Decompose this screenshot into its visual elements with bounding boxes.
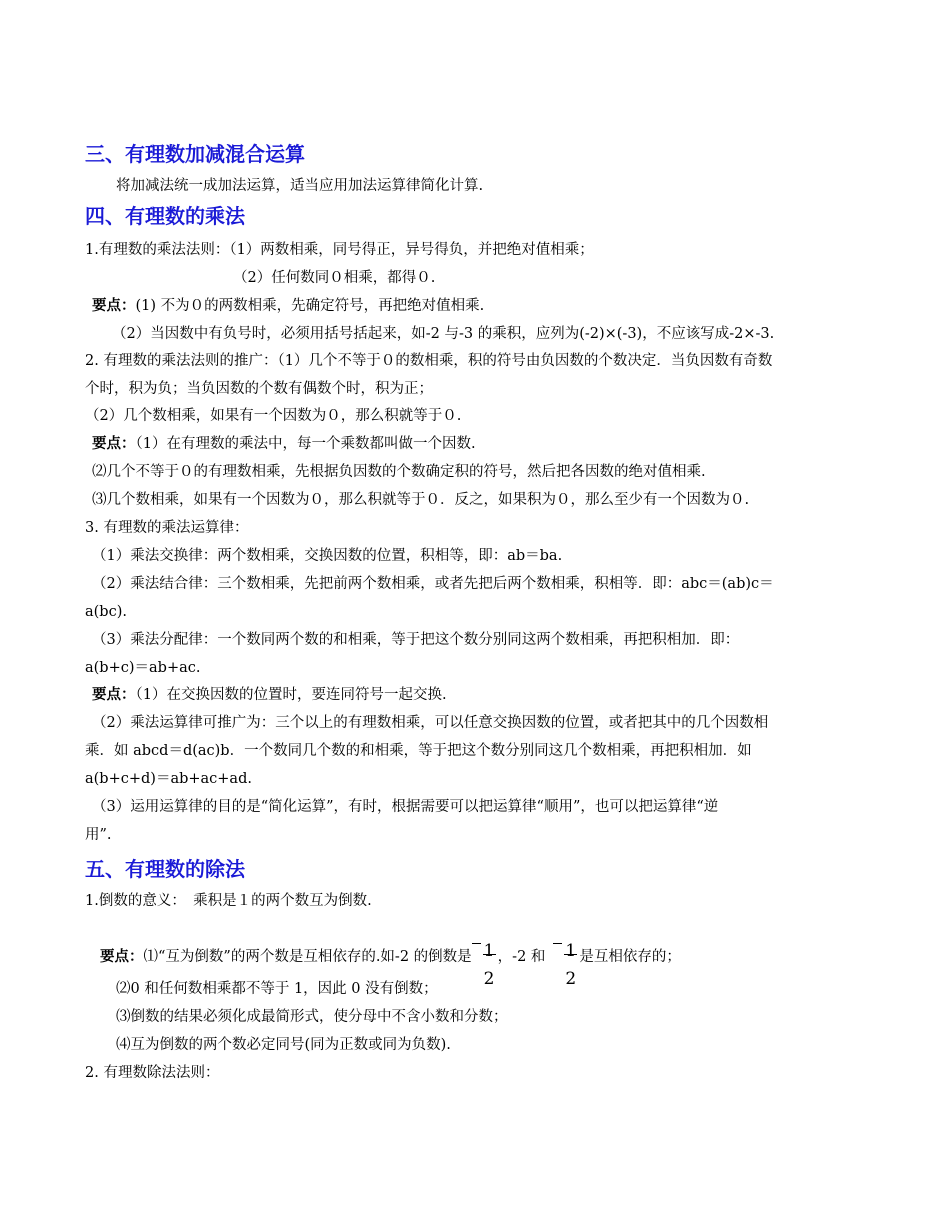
section-5-heading: 五、有理数的除法 xyxy=(85,857,245,881)
key-point-text: （1）在交换因数的位置时，要连同符号一起交换. xyxy=(135,687,447,703)
key-point-text: ，-2 和 xyxy=(497,949,546,965)
paragraph: a(b+c)＝ab+ac. xyxy=(85,660,201,676)
paragraph: a(b+c+d)＝ab+ac+ad. xyxy=(85,771,252,787)
paragraph: 将加减法统一成加法运算，适当应用加法运算律简化计算. xyxy=(116,178,484,194)
paragraph: （2）几个数相乘，如果有一个因数为０，那么积就等于０. xyxy=(85,408,462,424)
fraction-numerator: 1 xyxy=(483,941,495,961)
key-point-text: 是互相依存的； xyxy=(579,949,681,965)
key-point-text: （1）在有理数的乘法中，每一个乘数都叫做一个因数. xyxy=(135,436,476,452)
paragraph: 个时，积为负；当负因数的个数有偶数个时，积为正； xyxy=(85,381,433,397)
fraction-neg-half xyxy=(472,933,498,989)
paragraph: 乘．如 abcd＝d(ac)b．一个数同几个数的和相乘，等于把这个数分别同这几个数相乘，再把积相加．如 xyxy=(85,743,752,759)
key-point-label: 要点： xyxy=(92,687,136,703)
key-point-text: ⑴“互为倒数”的两个数是互相依存的.如-2 的倒数是 xyxy=(143,949,472,965)
paragraph: 2. 有理数的乘法法则的推广：（1）几个不等于０的数相乘，积的符号由负因数的个数决定．当负因数有奇数 xyxy=(85,353,773,369)
paragraph: 1.有理数的乘法法则：（1）两数相乘，同号得正，异号得负，并把绝对值相乘； xyxy=(85,242,594,258)
paragraph: （1）乘法交换律：两个数相乘，交换因数的位置，积相等，即：ab＝ba. xyxy=(92,548,563,564)
paragraph: a(bc). xyxy=(85,604,127,620)
key-point xyxy=(92,434,476,454)
fraction-numerator: 1 xyxy=(565,941,577,961)
paragraph: 1.倒数的意义： 乘积是１的两个数互为倒数. xyxy=(85,893,372,909)
minus-sign xyxy=(472,943,481,944)
paragraph: 3. 有理数的乘法运算律： xyxy=(85,520,249,536)
paragraph: （3）乘法分配律：一个数同两个数的和相乘，等于把这个数分别同这两个数相乘，再把积相加．即： xyxy=(92,632,740,648)
key-point xyxy=(92,685,447,705)
paragraph: ⑵0 和任何数相乘都不等于 1，因此 0 没有倒数； xyxy=(116,981,438,997)
section-3-heading: 三、有理数加减混合运算 xyxy=(85,142,305,166)
fraction-neg-half xyxy=(553,933,579,989)
key-point-label: 要点： xyxy=(92,298,136,314)
key-point xyxy=(92,296,484,316)
paragraph: ⑷互为倒数的两个数必定同号(同为正数或同为负数). xyxy=(116,1037,451,1053)
paragraph: （2）任何数同０相乘，都得０. xyxy=(233,270,436,286)
key-point-label: 要点： xyxy=(92,436,136,452)
paragraph: 2. 有理数除法法则： xyxy=(85,1065,220,1081)
paragraph: ⑶倒数的结果必须化成最简形式，使分母中不含小数和分数； xyxy=(116,1009,508,1025)
key-point-label: 要点： xyxy=(100,949,144,965)
fraction-denominator: 2 xyxy=(483,969,495,989)
key-point-text: (1) 不为０的两数相乘，先确定符号，再把绝对值相乘. xyxy=(135,298,485,314)
paragraph: ⑶几个数相乘，如果有一个因数为０，那么积就等于０．反之，如果积为０，那么至少有一个因数为０. xyxy=(92,492,750,508)
fraction-denominator: 2 xyxy=(565,969,577,989)
paragraph: （2）乘法结合律：三个数相乘，先把前两个数相乘，或者先把后两个数相乘，积相等．即：abc＝(ab)c＝ xyxy=(92,576,774,592)
paragraph: （2）乘法运算律可推广为：三个以上的有理数相乘，可以任意交换因数的位置，或者把其中的几个因数相 xyxy=(92,715,769,731)
paragraph: 用”. xyxy=(85,827,112,843)
paragraph: ⑵几个不等于０的有理数相乘，先根据负因数的个数确定积的符号，然后把各因数的绝对值相乘. xyxy=(92,464,706,480)
paragraph: （3）运用运算律的目的是“简化运算”，有时，根据需要可以把运算律“顺用”，也可以把运算律“逆 xyxy=(92,799,719,815)
minus-sign xyxy=(553,943,562,944)
section-4-heading: 四、有理数的乘法 xyxy=(85,204,245,228)
paragraph: （2）当因数中有负号时，必须用括号括起来，如-2 与-3 的乘积，应列为(-2)×(-3)，不应该写成-2×-3. xyxy=(112,326,775,342)
